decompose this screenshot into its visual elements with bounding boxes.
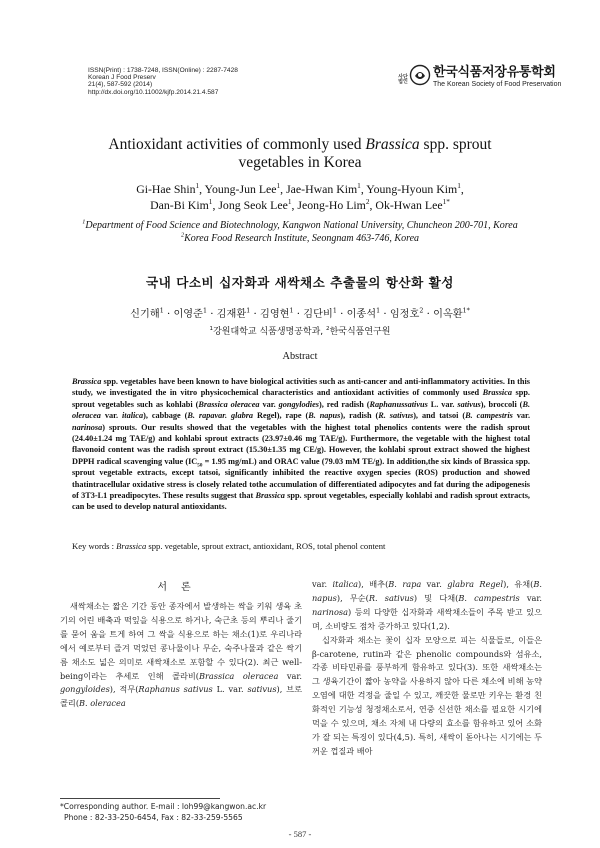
author-affil-mark: 1* (462, 307, 470, 315)
journal-header (88, 67, 238, 96)
author-affil-mark: 1 (376, 307, 381, 315)
abstract-text: var. (512, 411, 531, 421)
society-english-name: The Korean Society of Food Preservation (433, 81, 562, 88)
abstract-text: ), cabbage ( (143, 411, 188, 421)
author-list: Gi-Hae Shin$^1$, Young-Jun Lee$^1$, Jae-Hwan Kim$^1$, Young-Hyoun Kim$^1$, Dan-Bi Kim$^1$, Jong Seok Lee$^1$, Jeong-Ho Lim$^2$, Ok-Hwan Lee$^{1*}$ (136, 181, 464, 212)
abstract-text: ), red radish ( (318, 399, 370, 409)
issn-line: ISSN(Print) : 1738-7248, ISSN(Online) : 2287-7428 (88, 67, 238, 74)
italic-term: B. napus (312, 579, 542, 603)
author-affil-mark: 1 (332, 307, 337, 315)
author-affil-mark: 1 (246, 307, 251, 315)
author: Ok-Hwan Lee (375, 198, 443, 212)
abstract-text: Regel), rape ( (253, 411, 309, 421)
author: Gi-Hae Shin (136, 182, 196, 196)
italic-term: Brassica (72, 377, 102, 386)
author: Young-Hyoun Kim (366, 182, 458, 196)
affil-mark: 2 (326, 326, 330, 332)
korean-author: 임정호 (389, 309, 420, 320)
page-number: - 587 - (288, 829, 312, 839)
body-text: L. var. (212, 684, 248, 695)
korean-author: 이옥환 (433, 309, 463, 320)
abstract-text: spp. sprout vegetables, especially kohlabi and radish sprout extracts, can be used to develop natural antioxidants. (72, 491, 530, 512)
author-affil-mark: 1 (195, 181, 200, 191)
korean-affiliations (60, 324, 540, 337)
body-text: ), 배추( (358, 579, 389, 589)
keywords (72, 541, 530, 551)
journal-name: Korean J Food Preserv (88, 74, 156, 82)
author: Young-Jun Lee (204, 182, 277, 196)
affil-mark: 1 (209, 326, 214, 332)
separator: · (207, 309, 217, 320)
body-text: var. (312, 579, 333, 589)
title-genus: Brassica (365, 136, 420, 153)
affil-mark: 1 (82, 218, 86, 226)
italic-term: B. rapavar. glabra (187, 411, 254, 421)
body-column-right (312, 578, 542, 759)
korean-author: 이영준 (173, 309, 203, 320)
separator: · (380, 309, 390, 320)
author-affil-mark: 2 (365, 197, 370, 207)
title-text-cont: spp. sprout (419, 136, 492, 153)
abstract-text: spp. sprout vegetables such as kohlabi ( (72, 388, 530, 409)
title-line2: vegetables in Korea (238, 154, 362, 171)
abstract-text: ), broccoli ( (480, 399, 523, 409)
abstract-text: ), and tatsoi ( (413, 411, 466, 421)
italic-term: B. rapa (388, 579, 422, 589)
italic-term: Brassica (116, 541, 147, 551)
separator: · (423, 309, 434, 320)
abstract-text: ) sprouts. Our results showed that the vegetables with the highest total phenolics contents were the radish sprout (24.40±1.24 mg TAE/g) and kohlabi sprout extracts (23.97±0.46 mg TAE/g). Furthermore, the vegetable with the highest total flavonoid content was the radish sprout extract (15.30±1.35 mg CE/g). However, the kohlabi sprout extract showed the highest DPPH radical scavenging value (IC (72, 422, 530, 466)
author-affil-mark: 1 (357, 181, 361, 191)
volume-line: 21(4), 587-592 (2014) (88, 81, 153, 89)
author-affil-mark: 1* (442, 197, 450, 207)
korean-author: 김영현 (260, 309, 290, 320)
italic-term: italica (121, 411, 144, 421)
author-affil-mark: 1 (289, 307, 294, 315)
italic-term: Brassica (255, 491, 285, 501)
separator: · (336, 309, 347, 320)
author: Dan-Bi Kim (150, 198, 209, 212)
korean-affiliation-text: 강원대학교 식품생명공학과, (213, 327, 327, 337)
korean-author-list (60, 308, 540, 322)
body-text: ) 및 다채( (413, 592, 459, 603)
section-heading-introduction: 서론 (157, 582, 205, 593)
title-text: Antioxidant activities of commonly used (108, 136, 366, 153)
author-affil-mark: 1 (159, 307, 164, 315)
body-paragraph: 십자화과 채소는 꽃이 십자 모양으로 피는 식물들로, 이들은 β-carotene, rutin과 같은 phenolic compounds와 섬유소, 각종 비타민류를 풍부하게 함유하고 있다(3). 또한 새싹채소는 그 생육기간이 짧아 농약을 사용하지 않아 다른 채소에 비해 농약오염에 대한 걱정을 줄일 수 있고, 깨끗한 물로만 키우는 환경 친화적인 기능성 청정채소로서, 연중 신선한 채소를 필요한 시기에 먹을 수 있으며, 채소 자체 내 다량의 효소를 함유하고 있어 소화가 잘 되는 특징이 있다(4,5). 특히, 새싹이 돋아나는 시기에는 두꺼운 껍질과 배아 (312, 634, 542, 756)
corresponding-author-footnote (60, 801, 266, 823)
abstract-text: spp. vegetables have been known to have biological activities such as anti-cancer and anti-inflammatory activities. In this study, we investigated the in vitro physicochemical characteristics and antioxidant activities of commonly used (72, 377, 530, 398)
italic-term: Brassica (482, 388, 512, 398)
abstract-text: var. (100, 411, 122, 421)
italic-term: B. oleracea (72, 399, 531, 421)
italic-term: Brassica oleracea (199, 670, 279, 681)
footnote-email: *Corresponding author. E-mail : loh99@kangwon.ac.kr (60, 802, 267, 811)
separator: · (250, 309, 260, 320)
italic-term: narinosa (312, 606, 348, 617)
italic-term: B. campestris (465, 411, 513, 421)
separator: · (293, 309, 304, 320)
korean-title: 국내 다소비 십자화과 새싹채소 추출물의 항산화 활성 (146, 275, 454, 290)
footnote-divider (60, 798, 220, 799)
korean-author: 김재환 (216, 309, 247, 320)
korean-author: 이종석 (346, 309, 377, 320)
italic-term: sativus (457, 399, 481, 409)
body-text: 새싹채소는 짧은 기간 동안 종자에서 발생하는 싹을 키워 생육 초기의 어린 배축과 떡잎을 식용으로 하거나, 숙근초 등의 뿌리나 줄기를 묻어 움을 트게 하여 그 싹을 식용으로 하는 채소(1)로 우리나라에서 예로부터 즐겨 먹었던 콩나물이나 무순, 숙주나물과 같은 싹기름 채소도 넓은 의미로 새싹채소로 포함할 수 있다(2). 최근 well-being이라는 추세로 인해 콜라비( (60, 601, 302, 681)
body-text: ), 적무( (109, 684, 139, 695)
italic-term: gongylodies (278, 399, 319, 409)
body-text: var. (421, 579, 448, 589)
italic-term: Raphanussativus (369, 399, 428, 409)
italic-term: B. napus (308, 411, 341, 421)
affiliation-2 (60, 232, 540, 245)
society-logo (397, 61, 561, 88)
korean-affiliation-text: 한국식품연구원 (329, 327, 391, 337)
logo-small-line1: 사단 (398, 73, 408, 80)
logo-small-text (397, 75, 409, 86)
paper-title (60, 136, 540, 172)
body-text: ) 등의 다양한 십자화과 새싹채소들이 주목 받고 있으며, 소비량도 점차 증가하고 있다(1,2). (312, 606, 542, 631)
affiliation-text: Department of Food Science and Biotechnology, Kangwon National University, Chuncheon 200-701, Korea (85, 220, 518, 231)
author: Jeong-Ho Lim (297, 198, 366, 212)
italic-term: Brassica oleracea (198, 399, 260, 409)
body-text: ), 유채( (503, 579, 534, 589)
author-affil-mark: 1 (276, 181, 281, 191)
separator: · (163, 309, 174, 320)
author-affil-mark: 2 (419, 307, 424, 315)
body-text: var. (278, 670, 302, 681)
italic-term: R. sativus (368, 592, 414, 603)
subscript: 50 (197, 462, 203, 469)
affiliations (60, 219, 540, 245)
abstract-text: L. var. (427, 399, 458, 409)
korean-author: 김단비 (303, 309, 333, 320)
author: Jae-Hwan Kim (286, 182, 358, 196)
footnote-phone: Phone : 82-33-250-6454, Fax : 82-33-259-5565 (64, 813, 243, 822)
italic-term: sativus (247, 684, 277, 695)
society-korean-name: 한국식품저장유통학회 (433, 65, 556, 80)
body-column-left (60, 600, 302, 711)
italic-term: narinosa (72, 422, 103, 432)
abstract-heading: Abstract (282, 351, 318, 362)
author-affil-mark: 1 (457, 181, 461, 191)
abstract-text: = 1.95 mg/mL) and ORAC value (79.03 mM TE/g). In addition,the six kinds of Brassica spp. sprout vegetable extracts, except tatsoi, significantly inhibited the reactive oxygen species (ROS) production and showed thatintracellular oxidative stress is closely related tothe accumulation of differentiated adipocytes and fat during the adipogenesis of 3T3-L1 preadipocytes. These results suggest that (72, 456, 530, 501)
italic-term: B. oleracea (79, 698, 126, 709)
society-emblem-icon (409, 64, 431, 86)
doi-link[interactable]: http://dx.doi.org/10.11002/kjfp.2014.21.4.587 (88, 88, 219, 96)
affiliation-text: Korea Food Research Institute, Seongnam 463-746, Korea (184, 233, 420, 244)
affil-mark: 2 (180, 231, 185, 239)
affiliation-1 (60, 219, 540, 232)
abstract-text: ), radish ( (340, 411, 379, 421)
logo-small-line2: 법인 (398, 79, 408, 85)
keywords-label: Key words : (72, 541, 117, 551)
italic-term: B. campestris (458, 592, 520, 603)
italic-term: glabra Regel (447, 579, 504, 589)
italic-term: R. sativus (378, 411, 414, 421)
italic-term: Raphanus sativus (138, 684, 213, 695)
author-affil-mark: 1 (202, 307, 207, 315)
body-text: ), 브로콜리( (60, 684, 302, 709)
body-text: var. (519, 592, 542, 603)
body-text: ), 무순( (336, 592, 369, 603)
body-paragraph (60, 600, 302, 711)
italic-term: italica (332, 579, 359, 589)
korean-author: 신기해 (130, 309, 160, 320)
keywords-text: spp. vegetable, sprout extract, antioxidant, ROS, total phenol content (146, 541, 386, 551)
body-paragraph-continued (312, 578, 542, 634)
abstract-body (72, 376, 530, 513)
author-affil-mark: 1 (208, 197, 213, 207)
italic-term: gongyloides (60, 684, 110, 695)
author-affil-mark: 1 (287, 197, 292, 207)
abstract-text: var. (259, 399, 279, 409)
author: Jong Seok Lee (218, 198, 288, 212)
